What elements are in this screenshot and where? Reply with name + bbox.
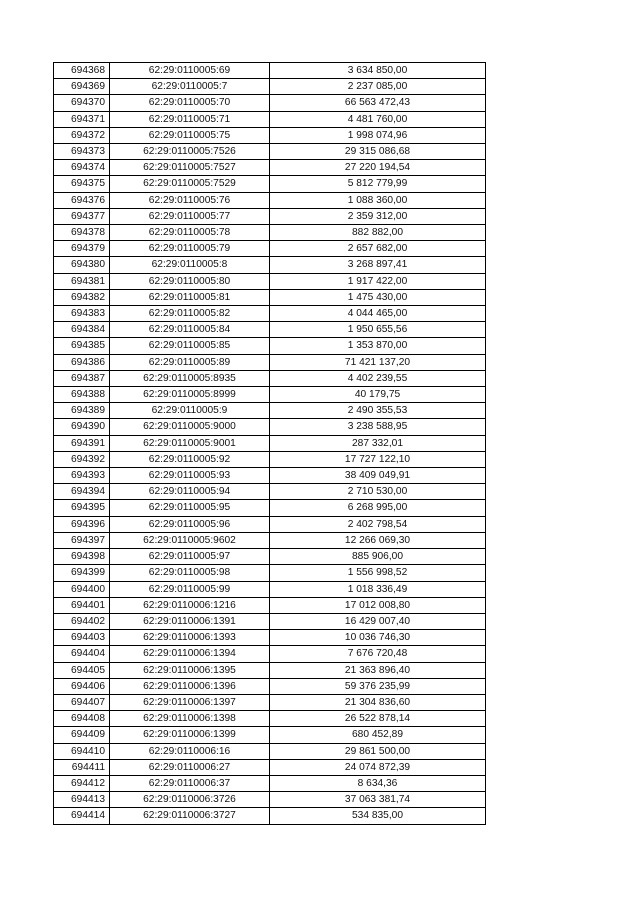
row-id-cell: 694396 bbox=[54, 516, 110, 532]
table-row bbox=[54, 322, 486, 338]
cadastral-value-cell: 8 634,36 bbox=[270, 775, 486, 791]
row-id-cell: 694386 bbox=[54, 354, 110, 370]
cadastral-value-cell: 37 063 381,74 bbox=[270, 792, 486, 808]
cadastral-value-cell: 71 421 137,20 bbox=[270, 354, 486, 370]
cadastral-number-cell: 62:29:0110006:1394 bbox=[110, 646, 270, 662]
table-row bbox=[54, 338, 486, 354]
cadastral-number-cell: 62:29:0110005:7527 bbox=[110, 160, 270, 176]
row-id-cell: 694370 bbox=[54, 95, 110, 111]
cadastral-number-cell: 62:29:0110005:84 bbox=[110, 322, 270, 338]
cadastral-number-cell: 62:29:0110005:99 bbox=[110, 581, 270, 597]
cadastral-value-cell: 882 882,00 bbox=[270, 225, 486, 241]
cadastral-value-cell: 27 220 194,54 bbox=[270, 160, 486, 176]
cadastral-number-cell: 62:29:0110005:70 bbox=[110, 95, 270, 111]
cadastral-number-cell: 62:29:0110005:95 bbox=[110, 500, 270, 516]
cadastral-value-cell: 2 657 682,00 bbox=[270, 241, 486, 257]
cadastral-number-cell: 62:29:0110005:94 bbox=[110, 484, 270, 500]
row-id-cell: 694385 bbox=[54, 338, 110, 354]
row-id-cell: 694378 bbox=[54, 225, 110, 241]
cadastral-value-cell: 38 409 049,91 bbox=[270, 468, 486, 484]
table-row bbox=[54, 354, 486, 370]
table-row bbox=[54, 484, 486, 500]
cadastral-number-cell: 62:29:0110005:76 bbox=[110, 192, 270, 208]
row-id-cell: 694377 bbox=[54, 208, 110, 224]
table-row bbox=[54, 727, 486, 743]
cadastral-number-cell: 62:29:0110005:98 bbox=[110, 565, 270, 581]
cadastral-value-cell: 6 268 995,00 bbox=[270, 500, 486, 516]
table-row bbox=[54, 711, 486, 727]
row-id-cell: 694372 bbox=[54, 127, 110, 143]
cadastral-value-cell: 287 332,01 bbox=[270, 435, 486, 451]
cadastral-value-cell: 1 353 870,00 bbox=[270, 338, 486, 354]
table-row bbox=[54, 694, 486, 710]
table-row bbox=[54, 63, 486, 79]
table-body bbox=[54, 63, 486, 825]
cadastral-number-cell: 62:29:0110005:9602 bbox=[110, 532, 270, 548]
cadastral-value-cell: 4 044 465,00 bbox=[270, 306, 486, 322]
row-id-cell: 694371 bbox=[54, 111, 110, 127]
row-id-cell: 694374 bbox=[54, 160, 110, 176]
row-id-cell: 694406 bbox=[54, 678, 110, 694]
cadastral-value-cell: 1 088 360,00 bbox=[270, 192, 486, 208]
cadastral-number-cell: 62:29:0110005:77 bbox=[110, 208, 270, 224]
cadastral-value-cell: 3 238 588,95 bbox=[270, 419, 486, 435]
row-id-cell: 694383 bbox=[54, 306, 110, 322]
table-row bbox=[54, 516, 486, 532]
row-id-cell: 694373 bbox=[54, 144, 110, 160]
table-row bbox=[54, 759, 486, 775]
row-id-cell: 694411 bbox=[54, 759, 110, 775]
row-id-cell: 694384 bbox=[54, 322, 110, 338]
row-id-cell: 694410 bbox=[54, 743, 110, 759]
table-row bbox=[54, 581, 486, 597]
cadastral-number-cell: 62:29:0110005:7529 bbox=[110, 176, 270, 192]
row-id-cell: 694393 bbox=[54, 468, 110, 484]
cadastral-number-cell: 62:29:0110005:89 bbox=[110, 354, 270, 370]
table-row bbox=[54, 565, 486, 581]
cadastral-number-cell: 62:29:0110006:1391 bbox=[110, 613, 270, 629]
cadastral-value-cell: 1 018 336,49 bbox=[270, 581, 486, 597]
cadastral-value-cell: 2 710 530,00 bbox=[270, 484, 486, 500]
row-id-cell: 694375 bbox=[54, 176, 110, 192]
table-row bbox=[54, 419, 486, 435]
table-row bbox=[54, 451, 486, 467]
cadastral-number-cell: 62:29:0110005:71 bbox=[110, 111, 270, 127]
row-id-cell: 694369 bbox=[54, 79, 110, 95]
table-row bbox=[54, 95, 486, 111]
cadastral-number-cell: 62:29:0110005:8999 bbox=[110, 387, 270, 403]
row-id-cell: 694400 bbox=[54, 581, 110, 597]
table-row bbox=[54, 435, 486, 451]
cadastral-number-cell: 62:29:0110005:97 bbox=[110, 549, 270, 565]
cadastral-value-cell: 3 634 850,00 bbox=[270, 63, 486, 79]
row-id-cell: 694414 bbox=[54, 808, 110, 824]
row-id-cell: 694413 bbox=[54, 792, 110, 808]
cadastral-number-cell: 62:29:0110006:16 bbox=[110, 743, 270, 759]
row-id-cell: 694395 bbox=[54, 500, 110, 516]
cadastral-number-cell: 62:29:0110006:1397 bbox=[110, 694, 270, 710]
table-row bbox=[54, 387, 486, 403]
cadastral-value-cell: 16 429 007,40 bbox=[270, 613, 486, 629]
cadastral-value-cell: 24 074 872,39 bbox=[270, 759, 486, 775]
table-row bbox=[54, 613, 486, 629]
cadastral-number-cell: 62:29:0110005:85 bbox=[110, 338, 270, 354]
cadastral-value-cell: 17 012 008,80 bbox=[270, 597, 486, 613]
table-row bbox=[54, 257, 486, 273]
cadastral-value-cell: 885 906,00 bbox=[270, 549, 486, 565]
cadastral-number-cell: 62:29:0110005:9 bbox=[110, 403, 270, 419]
cadastral-number-cell: 62:29:0110005:7526 bbox=[110, 144, 270, 160]
table-row bbox=[54, 176, 486, 192]
cadastral-value-cell: 4 402 239,55 bbox=[270, 370, 486, 386]
cadastral-number-cell: 62:29:0110005:75 bbox=[110, 127, 270, 143]
cadastral-number-cell: 62:29:0110006:3726 bbox=[110, 792, 270, 808]
cadastral-number-cell: 62:29:0110005:9001 bbox=[110, 435, 270, 451]
row-id-cell: 694405 bbox=[54, 662, 110, 678]
row-id-cell: 694390 bbox=[54, 419, 110, 435]
cadastral-value-cell: 40 179,75 bbox=[270, 387, 486, 403]
table-row bbox=[54, 306, 486, 322]
cadastral-value-cell: 1 475 430,00 bbox=[270, 289, 486, 305]
row-id-cell: 694379 bbox=[54, 241, 110, 257]
cadastral-value-cell: 59 376 235,99 bbox=[270, 678, 486, 694]
table-row bbox=[54, 532, 486, 548]
cadastral-number-cell: 62:29:0110006:1396 bbox=[110, 678, 270, 694]
cadastral-value-cell: 10 036 746,30 bbox=[270, 630, 486, 646]
cadastral-value-cell: 1 950 655,56 bbox=[270, 322, 486, 338]
cadastral-number-cell: 62:29:0110006:1393 bbox=[110, 630, 270, 646]
cadastral-number-cell: 62:29:0110005:92 bbox=[110, 451, 270, 467]
row-id-cell: 694412 bbox=[54, 775, 110, 791]
cadastral-value-cell: 29 861 500,00 bbox=[270, 743, 486, 759]
cadastral-value-cell: 12 266 069,30 bbox=[270, 532, 486, 548]
table-row bbox=[54, 241, 486, 257]
table-row bbox=[54, 662, 486, 678]
cadastral-value-cell: 5 812 779,99 bbox=[270, 176, 486, 192]
cadastral-value-cell: 21 304 836,60 bbox=[270, 694, 486, 710]
cadastral-number-cell: 62:29:0110005:78 bbox=[110, 225, 270, 241]
cadastral-number-cell: 62:29:0110005:96 bbox=[110, 516, 270, 532]
cadastral-value-cell: 1 998 074,96 bbox=[270, 127, 486, 143]
cadastral-value-cell: 66 563 472,43 bbox=[270, 95, 486, 111]
cadastral-number-cell: 62:29:0110005:7 bbox=[110, 79, 270, 95]
row-id-cell: 694389 bbox=[54, 403, 110, 419]
table-row bbox=[54, 225, 486, 241]
table-row bbox=[54, 370, 486, 386]
cadastral-number-cell: 62:29:0110005:8 bbox=[110, 257, 270, 273]
row-id-cell: 694368 bbox=[54, 63, 110, 79]
cadastral-value-cell: 680 452,89 bbox=[270, 727, 486, 743]
table-row bbox=[54, 192, 486, 208]
row-id-cell: 694380 bbox=[54, 257, 110, 273]
cadastral-value-cell: 2 490 355,53 bbox=[270, 403, 486, 419]
cadastral-value-cell: 534 835,00 bbox=[270, 808, 486, 824]
cadastral-number-cell: 62:29:0110006:3727 bbox=[110, 808, 270, 824]
cadastral-number-cell: 62:29:0110006:1395 bbox=[110, 662, 270, 678]
row-id-cell: 694381 bbox=[54, 273, 110, 289]
cadastral-value-cell: 4 481 760,00 bbox=[270, 111, 486, 127]
table-row bbox=[54, 160, 486, 176]
table-row bbox=[54, 127, 486, 143]
cadastral-number-cell: 62:29:0110005:69 bbox=[110, 63, 270, 79]
cadastral-number-cell: 62:29:0110005:81 bbox=[110, 289, 270, 305]
row-id-cell: 694403 bbox=[54, 630, 110, 646]
row-id-cell: 694376 bbox=[54, 192, 110, 208]
cadastral-value-cell: 29 315 086,68 bbox=[270, 144, 486, 160]
row-id-cell: 694401 bbox=[54, 597, 110, 613]
row-id-cell: 694394 bbox=[54, 484, 110, 500]
table-row bbox=[54, 403, 486, 419]
table-row bbox=[54, 549, 486, 565]
cadastral-value-cell: 2 359 312,00 bbox=[270, 208, 486, 224]
table-row bbox=[54, 808, 486, 824]
table-row bbox=[54, 743, 486, 759]
cadastral-number-cell: 62:29:0110006:27 bbox=[110, 759, 270, 775]
cadastral-value-table bbox=[53, 62, 486, 825]
row-id-cell: 694397 bbox=[54, 532, 110, 548]
cadastral-value-cell: 1 917 422,00 bbox=[270, 273, 486, 289]
row-id-cell: 694391 bbox=[54, 435, 110, 451]
table-row bbox=[54, 500, 486, 516]
table-row bbox=[54, 646, 486, 662]
row-id-cell: 694399 bbox=[54, 565, 110, 581]
table-row bbox=[54, 597, 486, 613]
cadastral-number-cell: 62:29:0110006:1398 bbox=[110, 711, 270, 727]
cadastral-number-cell: 62:29:0110006:1399 bbox=[110, 727, 270, 743]
row-id-cell: 694402 bbox=[54, 613, 110, 629]
table-row bbox=[54, 775, 486, 791]
table-row bbox=[54, 79, 486, 95]
table-row bbox=[54, 208, 486, 224]
table-row bbox=[54, 111, 486, 127]
cadastral-value-cell: 2 402 798,54 bbox=[270, 516, 486, 532]
cadastral-value-cell: 1 556 998,52 bbox=[270, 565, 486, 581]
cadastral-value-cell: 21 363 896,40 bbox=[270, 662, 486, 678]
cadastral-number-cell: 62:29:0110005:79 bbox=[110, 241, 270, 257]
table-row bbox=[54, 678, 486, 694]
table-row bbox=[54, 273, 486, 289]
row-id-cell: 694392 bbox=[54, 451, 110, 467]
row-id-cell: 694409 bbox=[54, 727, 110, 743]
table-row bbox=[54, 144, 486, 160]
table-row bbox=[54, 792, 486, 808]
row-id-cell: 694388 bbox=[54, 387, 110, 403]
cadastral-value-cell: 7 676 720,48 bbox=[270, 646, 486, 662]
table-row bbox=[54, 468, 486, 484]
cadastral-number-cell: 62:29:0110006:1216 bbox=[110, 597, 270, 613]
row-id-cell: 694404 bbox=[54, 646, 110, 662]
cadastral-value-cell: 2 237 085,00 bbox=[270, 79, 486, 95]
table-row bbox=[54, 630, 486, 646]
cadastral-number-cell: 62:29:0110005:80 bbox=[110, 273, 270, 289]
cadastral-number-cell: 62:29:0110005:93 bbox=[110, 468, 270, 484]
cadastral-number-cell: 62:29:0110005:82 bbox=[110, 306, 270, 322]
cadastral-value-cell: 26 522 878,14 bbox=[270, 711, 486, 727]
row-id-cell: 694387 bbox=[54, 370, 110, 386]
row-id-cell: 694382 bbox=[54, 289, 110, 305]
cadastral-number-cell: 62:29:0110006:37 bbox=[110, 775, 270, 791]
table-row bbox=[54, 289, 486, 305]
cadastral-value-cell: 3 268 897,41 bbox=[270, 257, 486, 273]
cadastral-number-cell: 62:29:0110005:8935 bbox=[110, 370, 270, 386]
cadastral-number-cell: 62:29:0110005:9000 bbox=[110, 419, 270, 435]
cadastral-value-cell: 17 727 122,10 bbox=[270, 451, 486, 467]
row-id-cell: 694407 bbox=[54, 694, 110, 710]
row-id-cell: 694408 bbox=[54, 711, 110, 727]
row-id-cell: 694398 bbox=[54, 549, 110, 565]
